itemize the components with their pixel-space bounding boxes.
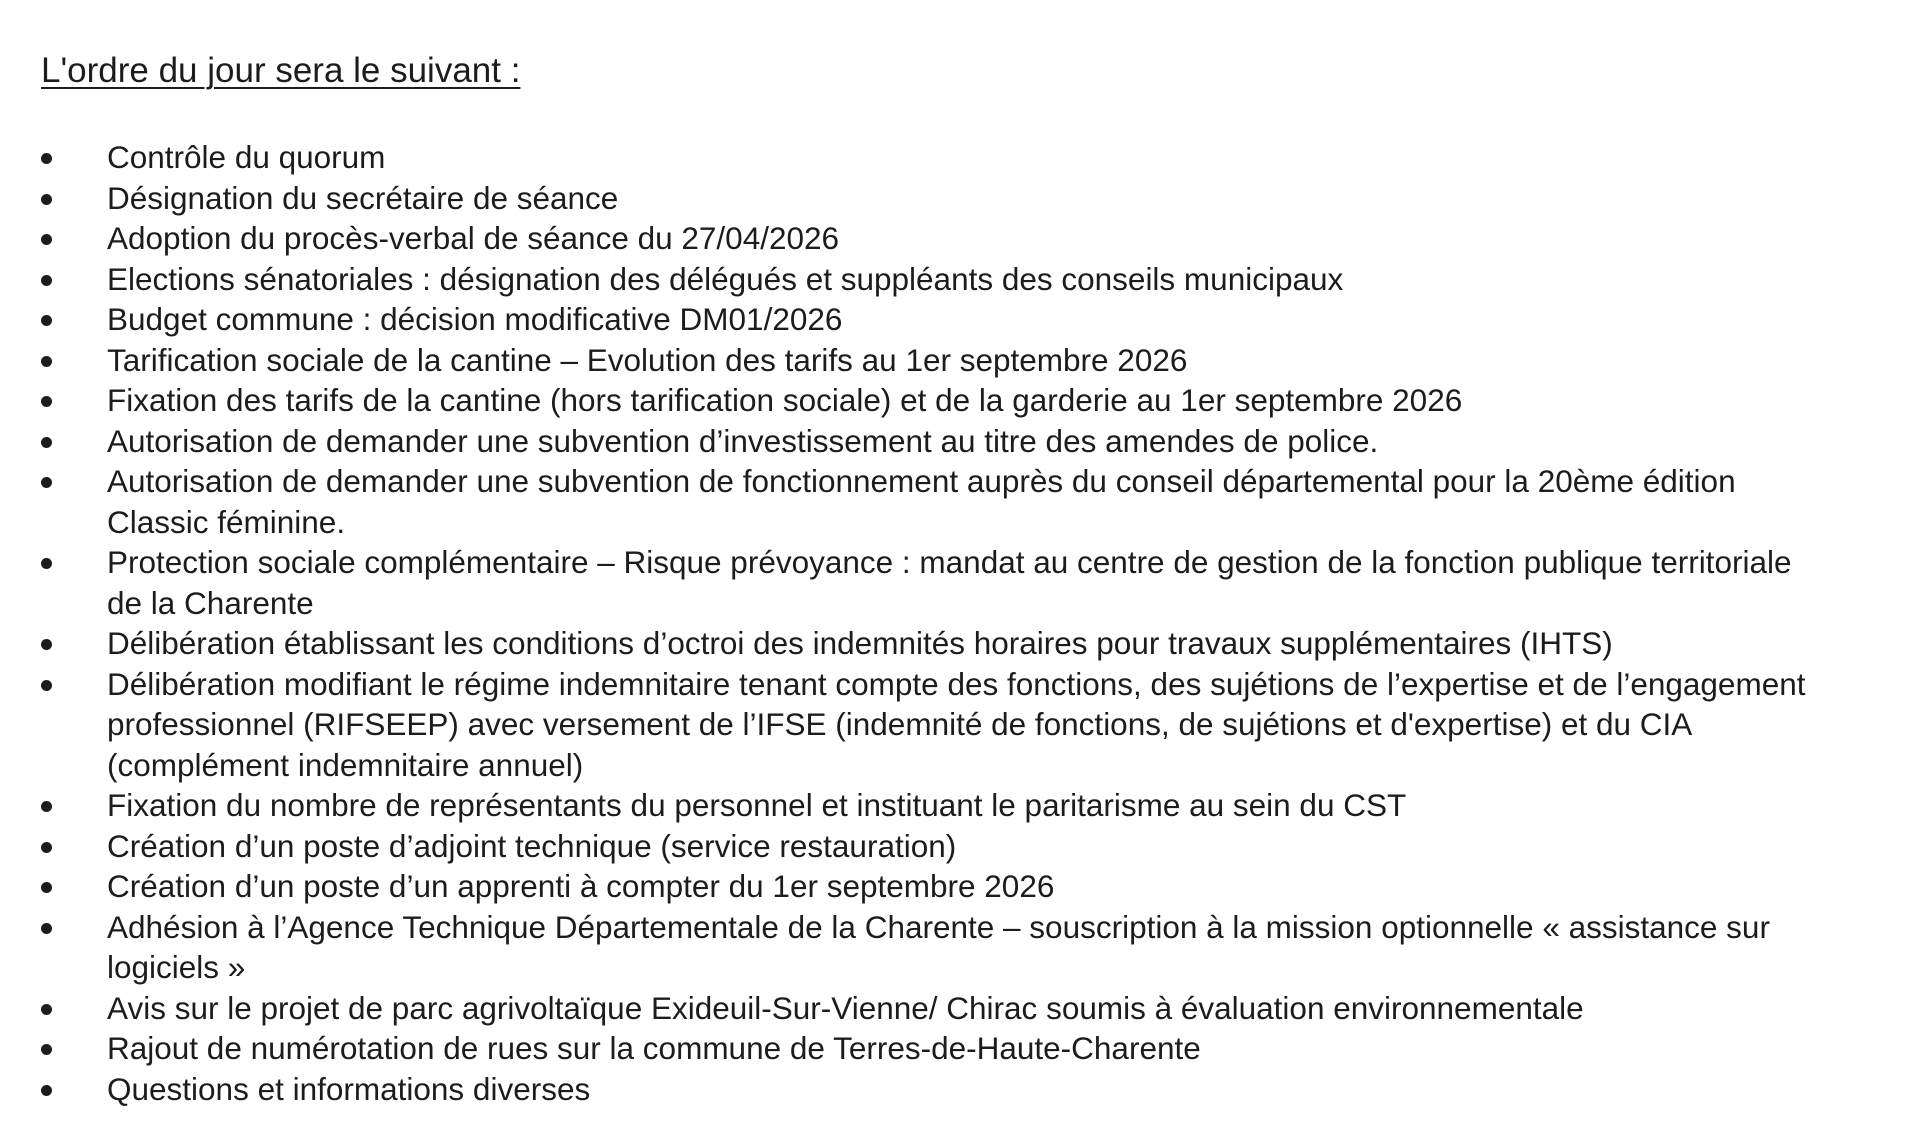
- agenda-item: [0, 785, 1920, 826]
- agenda-item-text: Autorisation de demander une subvention d’investissement au titre des amendes de police.: [107, 422, 1379, 459]
- bullet-icon: [41, 396, 52, 407]
- bullet-icon: [41, 356, 52, 367]
- bullet-icon: [41, 194, 52, 205]
- bullet-icon: [41, 1044, 52, 1055]
- agenda-item-text: Tarification sociale de la cantine – Evolution des tarifs au 1er septembre 2026: [107, 341, 1188, 378]
- agenda-list: [0, 137, 1920, 1109]
- agenda-item: [0, 380, 1920, 421]
- agenda-item-text: Elections sénatoriales : désignation des délégués et suppléants des conseils municipaux: [107, 260, 1344, 297]
- agenda-item: [0, 259, 1920, 300]
- agenda-item-text: Délibération établissant les conditions d’octroi des indemnités horaires pour travaux supplémentaires (IHTS): [107, 625, 1613, 661]
- bullet-icon: [41, 680, 52, 691]
- agenda-heading: L'ordre du jour sera le suivant :: [41, 51, 521, 90]
- agenda-item-text: Contrôle du quorum: [107, 139, 386, 175]
- bullet-icon: [41, 801, 52, 812]
- agenda-item-text: Questions et informations diverses: [107, 1070, 591, 1107]
- agenda-item: [0, 1028, 1920, 1069]
- agenda-item: [0, 1069, 1920, 1110]
- agenda-item: [0, 137, 1920, 178]
- agenda-item: [0, 340, 1920, 381]
- bullet-icon: [41, 153, 52, 164]
- agenda-item: [0, 866, 1920, 907]
- agenda-item-text: Adoption du procès-verbal de séance du 27/04/2026: [107, 220, 840, 256]
- bullet-icon: [41, 639, 52, 650]
- agenda-item: [0, 664, 1920, 786]
- agenda-item: [0, 421, 1920, 462]
- agenda-item: [0, 907, 1920, 988]
- bullet-icon: [41, 1004, 52, 1015]
- agenda-item: [0, 218, 1920, 259]
- bullet-icon: [41, 275, 52, 286]
- bullet-icon: [41, 234, 52, 245]
- bullet-icon: [41, 315, 52, 326]
- agenda-item-text: Rajout de numérotation de rues sur la commune de Terres-de-Haute-Charente: [107, 1030, 1201, 1066]
- agenda-item: [0, 623, 1920, 664]
- agenda-item: [0, 299, 1920, 340]
- agenda-item-text: Fixation des tarifs de la cantine (hors tarification sociale) et de la garderie au 1er septembre 2026: [107, 382, 1463, 418]
- bullet-icon: [41, 842, 52, 853]
- agenda-item-text: Protection sociale complémentaire – Risque prévoyance : mandat au centre de gestion de la fonction publique territoriale de la Charente: [107, 544, 1792, 621]
- agenda-item: [0, 988, 1920, 1029]
- agenda-item-text: Création d’un poste d’adjoint technique (service restauration): [107, 827, 957, 864]
- bullet-icon: [41, 923, 52, 934]
- agenda-item: [0, 178, 1920, 219]
- bullet-icon: [41, 1085, 52, 1096]
- agenda-item-text: Délibération modifiant le régime indemnitaire tenant compte des fonctions, des sujétions de l’expertise et de l’engagement professionnel (RIFSEEP) avec versement de l’IFSE (indemnité de fonctions, de sujétions et d'expertise) et du CIA (complément indemnitaire annuel): [107, 665, 1806, 783]
- bullet-icon: [41, 437, 52, 448]
- agenda-item: [0, 826, 1920, 867]
- agenda-item-text: Avis sur le projet de parc agrivoltaïque Exideuil-Sur-Vienne/ Chirac soumis à évaluation environnementale: [107, 989, 1584, 1026]
- agenda-item-text: Autorisation de demander une subvention de fonctionnement auprès du conseil départemental pour la 20ème édition Classic féminine.: [107, 463, 1736, 540]
- agenda-item: [0, 461, 1920, 542]
- bullet-icon: [41, 558, 52, 569]
- agenda-item-text: Création d’un poste d’un apprenti à compter du 1er septembre 2026: [107, 868, 1055, 904]
- bullet-icon: [41, 882, 52, 893]
- bullet-icon: [41, 477, 52, 488]
- agenda-item-text: Désignation du secrétaire de séance: [107, 179, 619, 216]
- agenda-item-text: Adhésion à l’Agence Technique Départementale de la Charente – souscription à la mission optionnelle « assistance sur logiciels »: [107, 908, 1770, 985]
- agenda-item-text: Budget commune : décision modificative DM01/2026: [107, 301, 843, 337]
- agenda-item-text: Fixation du nombre de représentants du personnel et instituant le paritarisme au sein du CST: [107, 787, 1407, 823]
- agenda-item: [0, 542, 1920, 623]
